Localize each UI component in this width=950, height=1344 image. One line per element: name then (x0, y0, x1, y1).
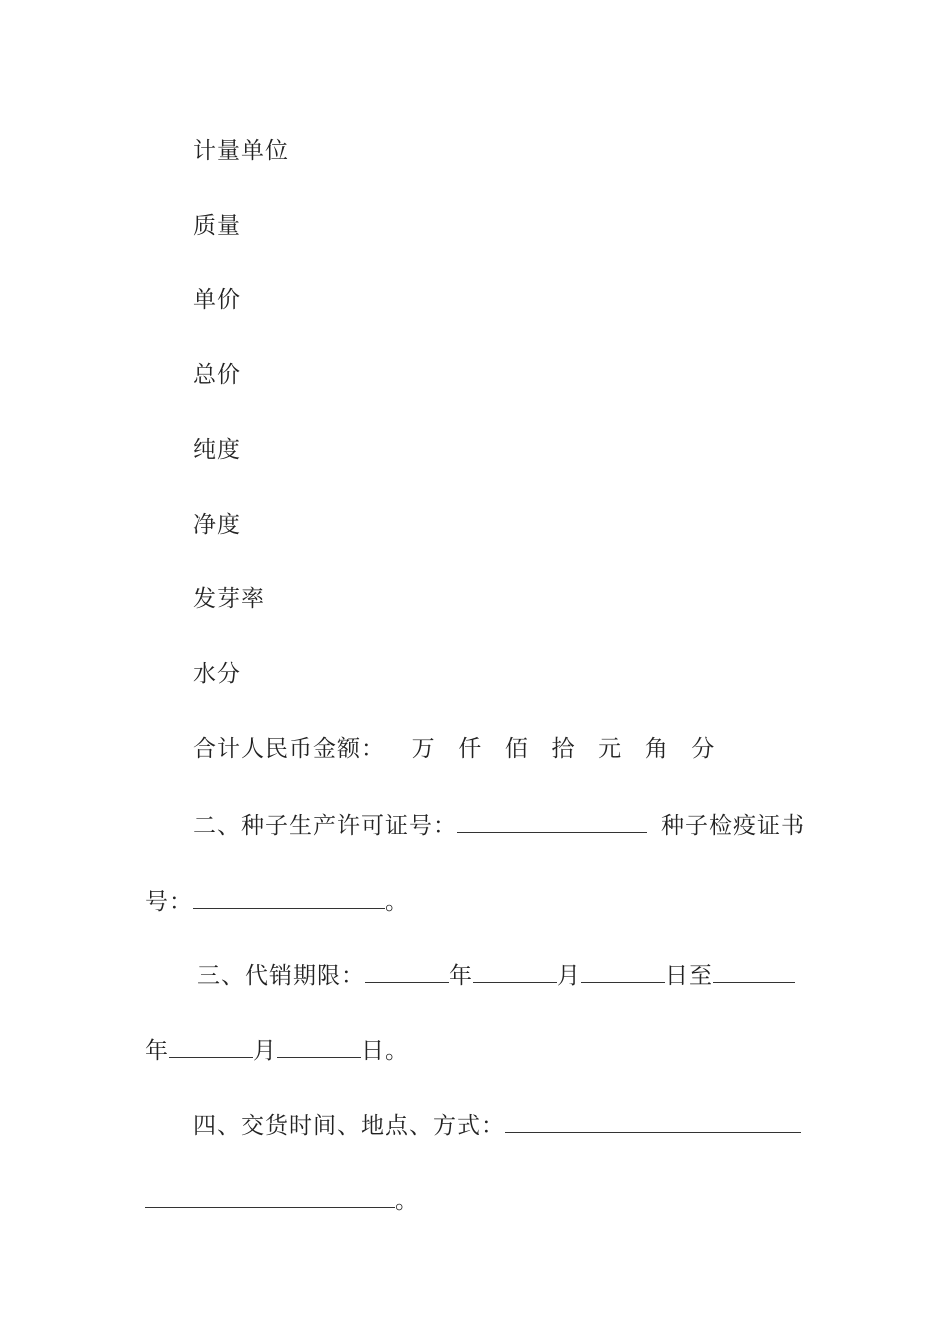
item-moisture: 水分 (193, 661, 241, 687)
certificate-number-blank[interactable] (193, 886, 385, 909)
end-month-label: 月 (253, 1038, 277, 1064)
clause2-certificate-label: 种子检疫证书 (661, 813, 805, 839)
end-year-label: 年 (145, 1038, 169, 1064)
end-year-blank[interactable] (713, 960, 795, 983)
item-unit-price: 单价 (193, 287, 241, 313)
unit-wan: 万 (411, 736, 436, 762)
year-label: 年 (449, 963, 473, 989)
total-amount-label: 合计人民币金额： (193, 736, 385, 762)
clause2-license-label: 二、种子生产许可证号： (193, 813, 457, 839)
license-number-blank[interactable] (457, 810, 647, 833)
clause4-line2 (145, 1185, 419, 1216)
month-label: 月 (557, 963, 581, 989)
unit-fen: 分 (691, 736, 716, 762)
clause4-label: 四、交货时间、地点、方式： (193, 1113, 505, 1139)
end-day-blank[interactable] (277, 1035, 361, 1058)
clause2-line1 (193, 810, 805, 841)
clause3-label: 三、代销期限： (197, 963, 365, 989)
clause4-period: 。 (395, 1188, 419, 1214)
clause2-number-label: 号： (145, 889, 193, 915)
item-total-price: 总价 (193, 362, 241, 388)
item-germination-rate: 发芽率 (193, 586, 265, 612)
start-year-blank[interactable] (365, 960, 449, 983)
end-month-blank[interactable] (169, 1035, 253, 1058)
total-amount-line (193, 734, 715, 764)
end-day-label: 日。 (361, 1038, 409, 1064)
item-clarity: 净度 (193, 512, 241, 538)
start-day-blank[interactable] (581, 960, 665, 983)
clause4-line1 (193, 1110, 801, 1141)
item-purity: 纯度 (193, 437, 241, 463)
start-month-blank[interactable] (473, 960, 557, 983)
clause2-line2 (145, 886, 409, 917)
clause3-line1 (197, 960, 795, 991)
unit-qian: 仟 (458, 736, 483, 762)
unit-jiao: 角 (644, 736, 669, 762)
day-to-label: 日至 (665, 963, 713, 989)
item-unit: 计量单位 (193, 138, 289, 164)
unit-yuan: 元 (598, 736, 623, 762)
unit-shi: 拾 (551, 736, 576, 762)
item-quality: 质量 (193, 213, 241, 239)
clause2-period: 。 (385, 889, 409, 915)
unit-bai: 佰 (504, 736, 529, 762)
delivery-terms-blank[interactable] (505, 1110, 801, 1133)
clause3-line2 (145, 1035, 409, 1066)
delivery-terms-blank-continued[interactable] (145, 1185, 395, 1208)
